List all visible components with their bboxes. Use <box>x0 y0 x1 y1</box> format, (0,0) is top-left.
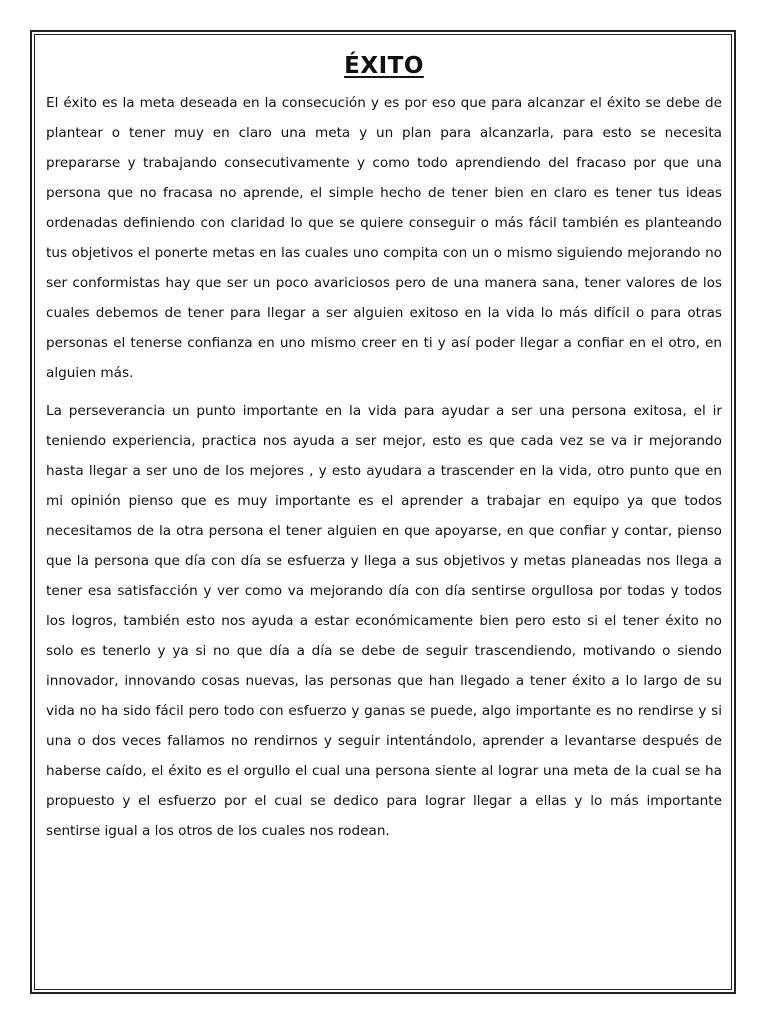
paragraph-2: La perseverancia un punto importante en la vida para ayudar a ser una persona exitosa, el ir teniendo experiencia, practica nos ayuda a ser mejor, esto es que cada vez se va ir mejorando hasta llegar a ser uno de los mejores , y esto ayudara a trascender en la vida, otro punto que en mi opinión pienso que es muy importante es el aprender a trabajar en equipo ya que todos necesitamos de la otra persona el tener alguien en que apoyarse, en que confiar y contar, pienso que la persona que día con día se esfuerza y llega a sus objetivos y metas planeadas nos llega a tener esa satisfacción y ver como va mejorando día con día sentirse orgullosa por todas y todos los logros, también esto nos ayuda a estar económicamente bien pero esto si el tener éxito no solo es tenerlo y ya si no que día a día se debe de seguir trascendiendo, motivando o siendo innovador, innovando cosas nuevas, las personas que han llegado a tener éxito a lo largo de su vida no ha sido fácil pero todo con esfuerzo y ganas se puede, algo importante es no rendirse y si una o dos veces fallamos no rendirnos y seguir intentándolo, aprender a levantarse después de haberse caído, el éxito es el orgullo el cual una persona siente al lograr una meta de la cual se ha propuesto y el esfuerzo por el cual se dedico para lograr llegar a ellas y lo más importante sentirse igual a los otros de los cuales nos rodean. <box>46 403 722 839</box>
document-body <box>46 50 722 846</box>
document-title: ÉXITO <box>344 53 424 79</box>
paragraph-1: El éxito es la meta deseada en la consecución y es por eso que para alcanzar el éxito se debe de plantear o tener muy en claro una meta y un plan para alcanzarla, para esto se necesita prepararse y trabajando consecutivamente y como todo aprendiendo del fracaso por que una persona que no fracasa no aprende, el simple hecho de tener bien en claro es tener tus ideas ordenadas definiendo con claridad lo que se quiere conseguir o más fácil también es planteando tus objetivos el ponerte metas en las cuales uno compita con un o mismo siguiendo mejorando no ser conformistas hay que ser un poco avariciosos pero de una manera sana, tener valores de los cuales debemos de tener para llegar a ser alguien exitoso en la vida lo más difícil o para otras personas el tenerse confianza en uno mismo creer en ti y así poder llegar a confiar en el otro, en alguien más. <box>46 95 722 381</box>
